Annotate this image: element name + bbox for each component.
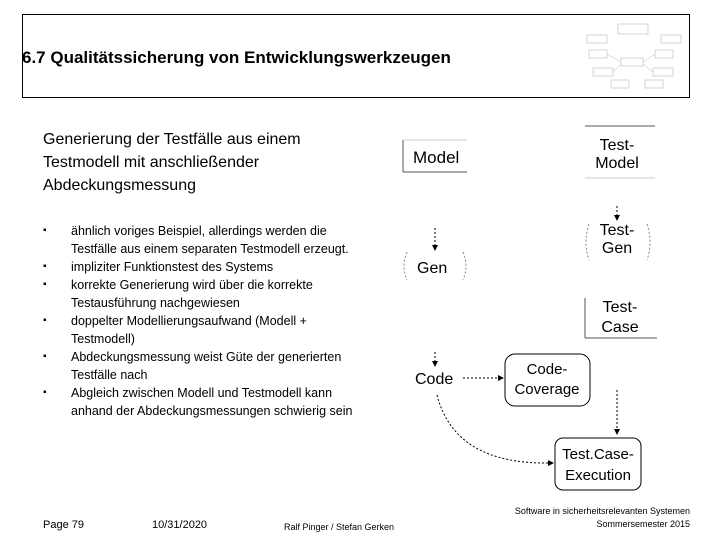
page-number: Page 79	[43, 519, 84, 531]
course-name: Software in sicherheitsrelevanten Systemen	[514, 506, 690, 516]
test-model-label-2: Model	[595, 155, 639, 172]
test-model-node	[585, 126, 655, 178]
bullet-item: ▪ korrekte Generierung wird über die korrekte Testausführung nachgewiesen	[43, 276, 363, 312]
bullet-item: ▪ ähnlich voriges Beispiel, allerdings werden die Testfälle aus einem separaten Testmodell erzeugt.	[43, 222, 363, 258]
test-gen-label-2: Gen	[601, 240, 633, 257]
code-coverage-label-1: Code-	[526, 361, 568, 378]
bullet-item: ▪ Abdeckungsmessung weist Güte der generierten Testfälle nach	[43, 348, 363, 384]
bullet-list	[43, 222, 363, 420]
test-model-label-1: Test-	[599, 137, 635, 154]
test-execution-label-1: Test.Case-	[562, 446, 634, 463]
semester: Sommersemester 2015	[596, 519, 690, 529]
gen-label: Gen	[417, 260, 448, 277]
test-execution-label-2: Execution	[565, 467, 631, 484]
test-case-label-2: Case	[601, 319, 639, 336]
overview-thumbnail	[585, 22, 685, 94]
code-coverage-node	[505, 354, 590, 406]
test-execution-node	[555, 438, 641, 490]
model-node	[403, 140, 467, 172]
test-gen-label-1: Test-	[599, 222, 635, 239]
slide-title: 6.7 Qualitätssicherung von Entwicklungswerkzeugen	[22, 48, 451, 67]
bullet-item: ▪ doppelter Modellierungsaufwand (Modell + Testmodell)	[43, 312, 363, 348]
footer-course-info	[515, 505, 690, 531]
bullet-item: ▪ impliziter Funktionstest des Systems	[43, 258, 363, 276]
model-label: Model	[413, 148, 460, 167]
test-generation-diagram	[395, 120, 695, 500]
code-coverage-label-2: Coverage	[514, 381, 580, 398]
code-label: Code	[415, 371, 454, 388]
authors: Ralf Pinger / Stefan Gerken	[284, 522, 395, 532]
test-case-node	[585, 298, 657, 338]
slide-heading: Generierung der Testfälle aus einem Testmodell mit anschließender Abdeckungsmessung	[43, 131, 301, 194]
date: 10/31/2020	[152, 519, 208, 531]
gen-node	[404, 252, 466, 280]
test-case-label-1: Test-	[602, 299, 638, 316]
bullet-item: ▪ Abgleich zwischen Modell und Testmodell kann anhand der Abdeckungsmessungen schwierig sein	[43, 384, 363, 420]
test-gen-node	[586, 222, 650, 260]
